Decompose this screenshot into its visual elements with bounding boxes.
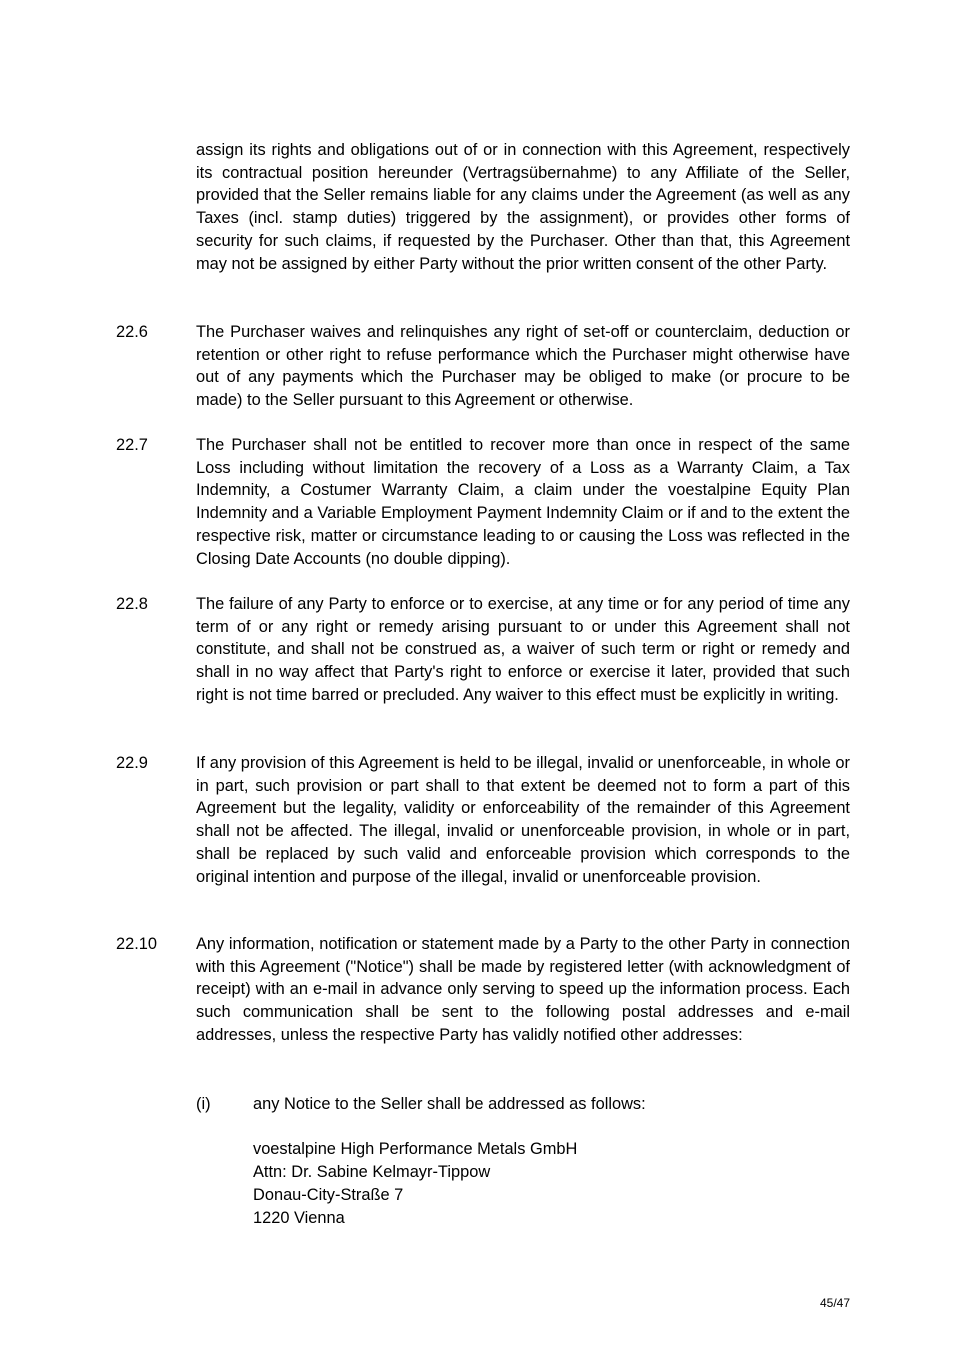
clause-number-22-7: 22.7 — [116, 436, 148, 454]
clause-text-22-9: If any provision of this Agreement is held to be illegal, invalid or unenforceable, in whole or in part, such provision or part shall to that extent be deemed not to form a part of this Agreement but the legality, validity or enforceability of the remainder of this Agreement shall not be affected. The illegal, invalid or unenforceable provision, in whole or in part, shall be replaced by such valid and enforceable provision which corresponds to the original intention and purpose of the illegal, invalid or unenforceable provision. — [196, 754, 850, 886]
clause-number-22-10: 22.10 — [116, 935, 158, 953]
address-line-street: Donau-City-Straße 7 — [253, 1186, 404, 1204]
page-number: 45/47 — [819, 1296, 850, 1310]
subclause-number-i: (i) — [196, 1095, 211, 1113]
clause-text-22-8: The failure of any Party to enforce or to exercise, at any time or for any period of time any term of or any right or remedy arising pursuant to or under this Agreement shall not constitute, and shall not be construed as, a waiver of such term or right or remedy and shall in no way affect that Party's right to enforce or exercise it later, provided that such right is not time barred or precluded. Any waiver to this effect must be explicitly in writing. — [196, 595, 850, 704]
clause-number-22-6: 22.6 — [116, 323, 148, 341]
address-line-company: voestalpine High Performance Metals GmbH — [253, 1140, 578, 1158]
address-line-city: 1220 Vienna — [253, 1209, 345, 1227]
clause-text-22-6: The Purchaser waives and relinquishes any right of set-off or counterclaim, deduction or retention or other right to refuse performance which the Purchaser might otherwise have out of any payments which the Purchaser may be obliged to make (or procure to be made) to the Seller pursuant to this Agreement or otherwise. — [196, 323, 850, 410]
clause-continuation-text: assign its rights and obligations out of or in connection with this Agreement, respectively its contractual position hereunder (Vertragsübernahme) to any Affiliate of the Seller, provided that the Seller remains liable for any claims under the Agreement (as well as any Taxes (incl. stamp duties) triggered by the assignment), or provides other forms of security for such claims, if requested by the Purchaser. Other than that, this Agreement may not be assigned by either Party without the prior written consent of the other Party. — [196, 141, 850, 273]
clause-text-22-10: Any information, notification or statement made by a Party to the other Party in connection with this Agreement ("Notice") shall be made by registered letter (with acknowledgment of receipt) with an e-mail in advance only serving to speed up the information process. Each such communication shall be sent to the following postal addresses and e-mail addresses, unless the respective Party has validly notified other addresses: — [196, 935, 850, 1044]
subclause-text-i: any Notice to the Seller shall be addressed as follows: — [253, 1095, 646, 1113]
clause-text-22-7: The Purchaser shall not be entitled to recover more than once in respect of the same Loss including without limitation the recovery of a Loss as a Warranty Claim, a Tax Indemnity, a Costumer Warranty Claim, a claim under the voestalpine Equity Plan Indemnity and a Variable Employment Payment Indemnity Claim or if and to the extent the respective risk, matter or circumstance leading to or causing the Loss was reflected in the Closing Date Accounts (no double dipping). — [196, 436, 850, 568]
clause-number-22-9: 22.9 — [116, 754, 148, 772]
address-line-attention: Attn: Dr. Sabine Kelmayr-Tippow — [253, 1163, 491, 1181]
clause-number-22-8: 22.8 — [116, 595, 148, 613]
